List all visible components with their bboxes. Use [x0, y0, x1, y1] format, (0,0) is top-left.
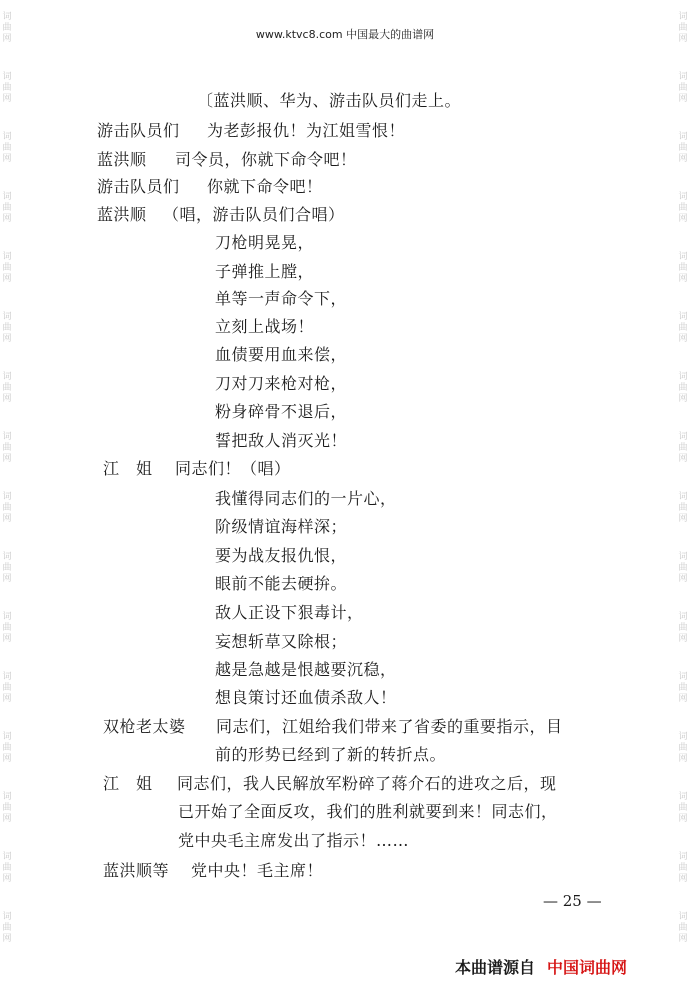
watermark-glyph: 网 [678, 634, 688, 644]
watermark-glyph: 词 [2, 72, 12, 82]
line-text: 为老彭报仇！为江姐雪恨！ [207, 121, 406, 140]
watermark-glyph: 曲 [678, 563, 688, 573]
watermark-glyph: 词 [2, 672, 12, 682]
watermark-mark [0, 72, 14, 105]
lyric-line: 阶级情谊海样深； [215, 517, 348, 536]
line-text: 你就下命令吧！ [207, 177, 323, 196]
line-text: 〔蓝洪顺、华为、游击队员们走上。 [197, 91, 462, 110]
watermark-glyph: 词 [678, 792, 688, 802]
dialogue-line [103, 861, 323, 881]
watermark-mark [676, 492, 690, 525]
watermark-mark [676, 372, 690, 405]
lyric-line: 妄想斩草又除根； [215, 632, 348, 651]
speaker: 游击队员们 [97, 121, 180, 140]
dialogue-line [97, 150, 357, 170]
watermark-glyph: 曲 [678, 203, 688, 213]
watermark-glyph: 曲 [2, 863, 12, 873]
watermark-glyph: 曲 [678, 923, 688, 933]
watermark-mark [676, 192, 690, 225]
watermark-mark [0, 252, 14, 285]
watermark-glyph: 曲 [678, 623, 688, 633]
watermark-mark [676, 72, 690, 105]
line-text: 同志们，我人民解放军粉碎了蒋介石的进攻之后，现 [177, 774, 557, 793]
line-text: 党中央！毛主席！ [191, 861, 324, 880]
watermark-glyph: 曲 [678, 263, 688, 273]
watermark-glyph: 曲 [2, 803, 12, 813]
watermark-glyph: 网 [2, 754, 12, 764]
watermark-mark [676, 432, 690, 465]
watermark-mark [0, 672, 14, 705]
speaker: 游击队员们 [97, 177, 180, 196]
dialogue-line [103, 774, 557, 794]
watermark-glyph: 曲 [678, 83, 688, 93]
watermark-glyph: 网 [2, 154, 12, 164]
watermark-glyph: 词 [2, 372, 12, 382]
watermark-glyph: 曲 [678, 23, 688, 33]
watermark-glyph: 曲 [2, 263, 12, 273]
dialogue-continuation: 前的形势已经到了新的转折点。 [215, 745, 447, 764]
watermark-glyph: 词 [2, 912, 12, 922]
watermark-mark [0, 792, 14, 825]
watermark-glyph: 词 [678, 552, 688, 562]
watermark-glyph: 网 [678, 874, 688, 884]
watermark-mark [676, 852, 690, 885]
watermark-glyph: 网 [678, 514, 688, 524]
watermark-glyph: 网 [2, 634, 12, 644]
source-footer [455, 955, 627, 978]
watermark-glyph: 网 [2, 694, 12, 704]
lyric-line: 我懂得同志们的一片心， [215, 489, 397, 508]
watermark-mark [0, 732, 14, 765]
watermark-glyph: 网 [678, 694, 688, 704]
watermark-glyph: 词 [2, 12, 12, 22]
watermark-glyph: 词 [678, 912, 688, 922]
watermark-glyph: 曲 [678, 383, 688, 393]
watermark-glyph: 词 [2, 432, 12, 442]
watermark-mark [676, 132, 690, 165]
speaker: 蓝洪顺 [97, 205, 147, 224]
watermark-glyph: 词 [678, 312, 688, 322]
watermark-glyph: 网 [2, 874, 12, 884]
lyric-line: 眼前不能去硬拚。 [215, 574, 348, 593]
watermark-mark [676, 672, 690, 705]
site-header: www.ktvc8.com 中国最大的曲谱网 [255, 28, 435, 41]
watermark-glyph: 曲 [2, 623, 12, 633]
watermark-mark [676, 252, 690, 285]
watermark-glyph: 曲 [2, 23, 12, 33]
dialogue-line [97, 205, 345, 225]
lyric-line: 单等一声命令下， [215, 289, 348, 308]
watermark-mark [0, 432, 14, 465]
watermark-glyph: 曲 [2, 683, 12, 693]
watermark-mark [0, 612, 14, 645]
watermark-glyph: 词 [678, 252, 688, 262]
watermark-glyph: 词 [2, 132, 12, 142]
dialogue-continuation: 已开始了全面反攻，我们的胜利就要到来！同志们， [178, 802, 558, 821]
watermark-glyph: 网 [2, 934, 12, 944]
dialogue-continuation: 党中央毛主席发出了指示！…… [178, 831, 410, 850]
speaker: 蓝洪顺 [97, 150, 147, 169]
watermark-mark [0, 552, 14, 585]
watermark-glyph: 网 [678, 814, 688, 824]
left-watermark-strip [0, 0, 14, 1003]
watermark-glyph: 词 [2, 252, 12, 262]
dialogue-line [97, 177, 323, 197]
watermark-mark [0, 372, 14, 405]
watermark-glyph: 词 [678, 72, 688, 82]
page-number: — 25 — [543, 892, 602, 910]
watermark-glyph: 网 [2, 514, 12, 524]
watermark-glyph: 曲 [2, 923, 12, 933]
watermark-glyph: 曲 [2, 563, 12, 573]
lyric-line: 刀枪明晃晃， [215, 233, 315, 252]
watermark-glyph: 曲 [2, 83, 12, 93]
watermark-glyph: 网 [2, 334, 12, 344]
lyric-line: 敌人正设下狠毒计， [215, 603, 364, 622]
watermark-glyph: 网 [678, 754, 688, 764]
watermark-glyph: 曲 [2, 503, 12, 513]
watermark-mark [676, 552, 690, 585]
watermark-glyph: 网 [2, 34, 12, 44]
lyric-line: 誓把敌人消灭光！ [215, 431, 348, 450]
watermark-glyph: 曲 [2, 743, 12, 753]
line-text: 同志们，江姐给我们带来了省委的重要指示，目 [216, 717, 563, 736]
watermark-glyph: 网 [678, 274, 688, 284]
speaker: 双枪老太婆 [103, 717, 186, 736]
lyric-line: 要为战友报仇恨， [215, 546, 348, 565]
watermark-glyph: 曲 [678, 863, 688, 873]
lyric-line: 粉身碎骨不退后， [215, 402, 348, 421]
watermark-glyph: 词 [2, 492, 12, 502]
watermark-glyph: 网 [678, 574, 688, 584]
watermark-glyph: 网 [2, 274, 12, 284]
watermark-glyph: 曲 [678, 323, 688, 333]
watermark-glyph: 词 [2, 792, 12, 802]
footer-brand: 中国词曲网 [547, 958, 628, 977]
watermark-mark [0, 912, 14, 945]
watermark-glyph: 网 [678, 94, 688, 104]
watermark-glyph: 词 [678, 732, 688, 742]
watermark-glyph: 词 [678, 852, 688, 862]
watermark-glyph: 词 [678, 372, 688, 382]
watermark-mark [676, 612, 690, 645]
watermark-mark [0, 192, 14, 225]
watermark-glyph: 词 [678, 12, 688, 22]
watermark-glyph: 词 [678, 492, 688, 502]
watermark-glyph: 网 [678, 334, 688, 344]
lyric-line: 立刻上战场！ [215, 317, 315, 336]
speaker: 江 姐 [103, 459, 153, 478]
watermark-glyph: 词 [678, 132, 688, 142]
watermark-glyph: 曲 [2, 323, 12, 333]
watermark-glyph: 网 [2, 214, 12, 224]
watermark-glyph: 曲 [2, 443, 12, 453]
watermark-glyph: 曲 [2, 203, 12, 213]
right-watermark-strip [676, 0, 690, 1003]
watermark-mark [676, 792, 690, 825]
watermark-glyph: 曲 [2, 143, 12, 153]
watermark-mark [676, 312, 690, 345]
footer-prefix: 本曲谱源自 [455, 958, 536, 977]
watermark-glyph: 曲 [2, 383, 12, 393]
watermark-glyph: 网 [678, 214, 688, 224]
watermark-glyph: 曲 [678, 683, 688, 693]
watermark-glyph: 网 [2, 394, 12, 404]
stage-direction [197, 91, 461, 111]
watermark-glyph: 词 [2, 192, 12, 202]
watermark-glyph: 网 [678, 154, 688, 164]
watermark-glyph: 曲 [678, 143, 688, 153]
watermark-mark [676, 912, 690, 945]
dialogue-line [103, 717, 563, 737]
watermark-glyph: 词 [678, 672, 688, 682]
lyric-line: 子弹推上膛， [215, 262, 315, 281]
watermark-glyph: 曲 [678, 443, 688, 453]
watermark-mark [0, 312, 14, 345]
watermark-glyph: 词 [2, 852, 12, 862]
watermark-glyph: 曲 [678, 503, 688, 513]
watermark-glyph: 网 [2, 814, 12, 824]
watermark-glyph: 网 [2, 454, 12, 464]
line-text: 司令员，你就下命令吧！ [175, 150, 357, 169]
lyric-line: 想良策讨还血债杀敌人！ [215, 688, 397, 707]
line-text: 同志们！（唱） [175, 459, 291, 478]
watermark-glyph: 网 [678, 394, 688, 404]
lyric-line: 越是急越是恨越要沉稳， [215, 660, 397, 679]
watermark-glyph: 词 [2, 732, 12, 742]
watermark-mark [676, 732, 690, 765]
speaker: 江 姐 [103, 774, 153, 793]
watermark-mark [0, 852, 14, 885]
watermark-glyph: 词 [2, 612, 12, 622]
watermark-glyph: 词 [678, 192, 688, 202]
watermark-glyph: 词 [2, 312, 12, 322]
watermark-glyph: 词 [678, 612, 688, 622]
watermark-glyph: 词 [678, 432, 688, 442]
speaker: 蓝洪顺等 [103, 861, 170, 880]
watermark-mark [0, 132, 14, 165]
watermark-mark [0, 492, 14, 525]
line-text: （唱，游击队员们合唱） [163, 205, 345, 224]
dialogue-line [103, 459, 291, 479]
watermark-glyph: 网 [678, 34, 688, 44]
watermark-glyph: 网 [2, 574, 12, 584]
watermark-glyph: 曲 [678, 743, 688, 753]
watermark-glyph: 曲 [678, 803, 688, 813]
watermark-glyph: 网 [2, 94, 12, 104]
watermark-glyph: 网 [678, 934, 688, 944]
dialogue-line [97, 121, 405, 141]
lyric-line: 刀对刀来枪对枪， [215, 374, 348, 393]
watermark-glyph: 网 [678, 454, 688, 464]
watermark-glyph: 词 [2, 552, 12, 562]
lyric-line: 血债要用血来偿， [215, 345, 348, 364]
